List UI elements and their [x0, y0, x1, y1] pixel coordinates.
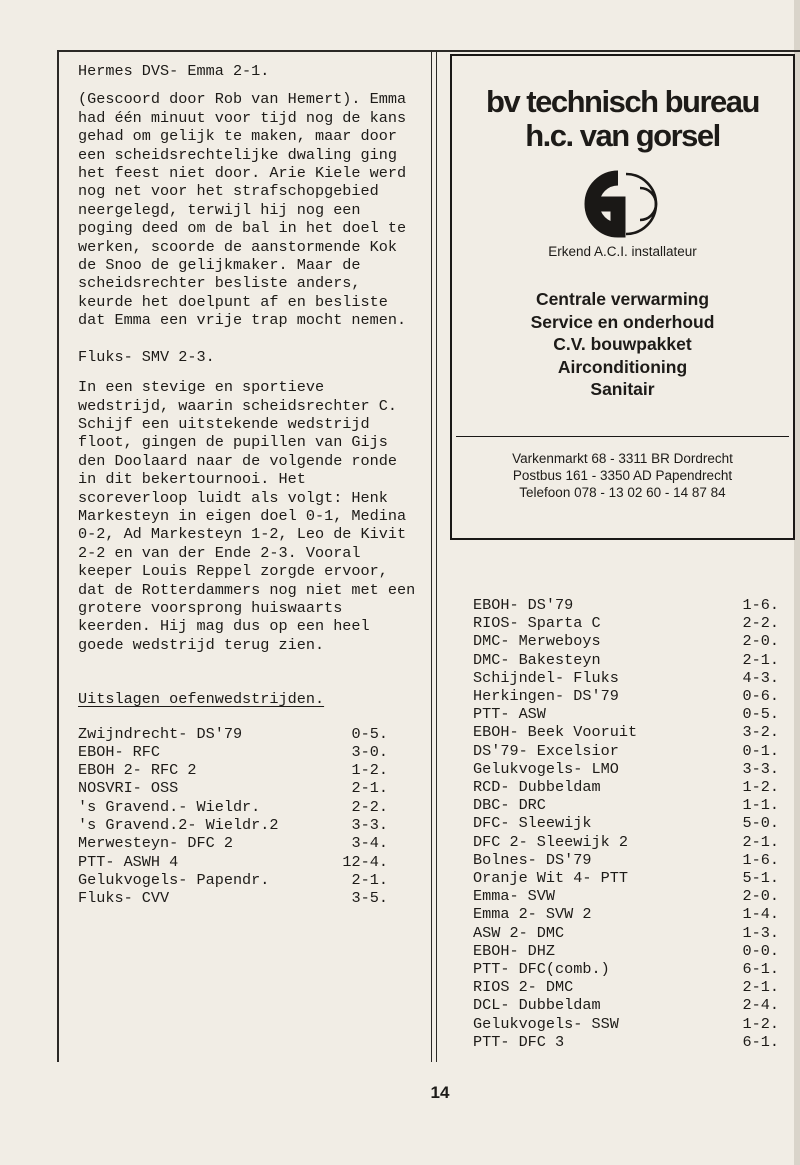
score-cell: 2-1. [742, 832, 779, 851]
score-cell: 3-0. [351, 742, 388, 761]
company-name-line2: h.c. van gorsel [525, 118, 720, 153]
match-cell: RIOS 2- DMC [473, 978, 574, 997]
match-cell: Gelukvogels- LMO [473, 759, 619, 778]
service-item: Centrale verwarming [535, 289, 710, 309]
score-cell: 3-3. [351, 816, 388, 835]
match-cell: Herkingen- DS'79 [473, 687, 619, 706]
table-row [473, 614, 779, 632]
table-row [473, 742, 779, 760]
match-cell: 's Gravend.2- Wieldr.2 [78, 816, 279, 835]
score-cell: 5-0. [742, 814, 779, 833]
match-cell: PTT- ASWH 4 [78, 852, 179, 871]
table-row [473, 778, 779, 796]
score-cell: 1-2. [351, 761, 388, 780]
match-cell: Gelukvogels- SSW [473, 1014, 619, 1033]
score-cell: 3-4. [351, 834, 388, 853]
match-cell: Merwesteyn- DFC 2 [78, 834, 233, 853]
table-row [473, 978, 779, 996]
column-divider-inner [436, 50, 437, 1062]
left-column [78, 62, 423, 908]
score-cell: 2-2. [742, 614, 779, 633]
service-item: Airconditioning [557, 356, 688, 377]
score-cell: 6-1. [742, 960, 779, 979]
results-heading: Uitslagen oefenwedstrijden. [78, 690, 325, 709]
match-cell: RCD- Dubbeldam [473, 778, 601, 797]
table-row [78, 871, 388, 889]
score-cell: 12-4. [342, 852, 388, 871]
table-row [473, 760, 779, 778]
score-cell: 3-2. [742, 723, 779, 742]
table-row [78, 779, 388, 797]
match-cell: Fluks- CVV [78, 889, 170, 908]
table-row [473, 632, 779, 650]
table-row [78, 834, 388, 852]
match-cell: DS'79- Excelsior [473, 741, 619, 760]
score-cell: 2-4. [742, 996, 779, 1015]
score-cell: 0-0. [742, 941, 779, 960]
report-text-fluks: In een stevige en sportieve wedstrijd, waarin scheidsrechter C. Schijf een uitstekende wedstrijd floot, gingen de pupillen van Gijs den Doolaard naar de volgende ronde in dit bekertournooi. Het scoreverloop luidt als volgt: Henk Markesteyn in eigen doel 0-1, Medina 0-2, Ad Markesteyn 1-2, Leo de Kivit 2-2 en van der Ende 2-3. Vooral keeper Louis Reppel zorgde ervoor, dat de Rotterdammers nog niet met een grotere voorsprong huiswaarts keerden. Hij mag dus op een heel goede wedstrijd terug zien. [78, 378, 416, 654]
table-row [473, 1033, 779, 1051]
table-row [473, 996, 779, 1014]
contact-phone: Telefoon 078 - 13 02 60 - 14 87 84 [519, 485, 726, 500]
table-row [78, 761, 388, 779]
score-cell: 2-0. [742, 632, 779, 651]
match-cell: EBOH- DHZ [473, 941, 556, 960]
table-row [78, 798, 388, 816]
table-row [473, 705, 779, 723]
services-list [452, 288, 793, 401]
table-row [473, 851, 779, 869]
service-item: Service en onderhoud [530, 311, 715, 332]
report-title-hermes: Hermes DVS- Emma 2-1. [78, 62, 270, 80]
score-cell: 1-6. [742, 850, 779, 869]
match-cell: NOSVRI- OSS [78, 779, 179, 798]
table-row [78, 853, 388, 871]
table-row [473, 833, 779, 851]
match-cell: DCL- Dubbeldam [473, 996, 601, 1015]
match-cell: EBOH 2- RFC 2 [78, 761, 197, 780]
table-row [473, 669, 779, 687]
match-cell: EBOH- Beek Vooruit [473, 723, 638, 742]
table-row [473, 1015, 779, 1033]
table-row [78, 816, 388, 834]
match-cell: Schijndel- Fluks [473, 668, 619, 687]
company-tagline: Erkend A.C.I. installateur [548, 244, 697, 259]
service-item: Sanitair [590, 379, 655, 399]
company-name-line1: bv technisch bureau [486, 84, 759, 119]
table-row [473, 924, 779, 942]
table-row [78, 889, 388, 907]
table-row [473, 596, 779, 614]
table-row [473, 814, 779, 832]
table-row [473, 796, 779, 814]
page-number: 14 [430, 1083, 450, 1102]
score-cell: 1-2. [742, 778, 779, 797]
ad-divider [456, 436, 789, 437]
table-row [473, 887, 779, 905]
match-cell: Emma 2- SVW 2 [473, 905, 592, 924]
score-cell: 0-6. [742, 687, 779, 706]
table-row [78, 743, 388, 761]
match-cell: Zwijndrecht- DS'79 [78, 724, 243, 743]
score-cell: 2-1. [742, 650, 779, 669]
results-table-right [473, 596, 779, 1051]
contact-postbus: Postbus 161 - 3350 AD Papendrecht [512, 468, 733, 483]
match-cell: DBC- DRC [473, 796, 546, 815]
match-cell: EBOH- DS'79 [473, 596, 574, 614]
score-cell: 6-1. [742, 1032, 779, 1051]
match-cell: PTT- DFC(comb.) [473, 960, 610, 979]
score-cell: 1-4. [742, 905, 779, 924]
match-cell: EBOH- RFC [78, 742, 161, 761]
contact-block [452, 450, 793, 501]
score-cell: 2-1. [742, 978, 779, 997]
report-text-hermes: (Gescoord door Rob van Hemert). Emma had één minuut voor tijd nog de kans gehad om gelijk te maken, maar door een scheidsrechtelijke dwaling ging het feest niet door. Arie Kiele werd nog net voor het strafschopgebied neergelegd, terwijl hij nog een poging deed om de bal in het doel te werken, scoorde de aanstormende Kok de Snoo de gelijkmaker. Maar de scheidsrechter besliste anders, keurde het doelpunt af en besliste dat Emma een vrije trap mocht nemen. [78, 90, 407, 330]
match-cell: DFC- Sleewijk [473, 814, 592, 833]
match-cell: RIOS- Sparta C [473, 614, 601, 633]
score-cell: 1-1. [742, 796, 779, 815]
advertisement-box [450, 54, 795, 540]
match-cell: Oranje Wit 4- PTT [473, 869, 628, 888]
match-cell: PTT- ASW [473, 705, 546, 724]
table-row [473, 942, 779, 960]
contact-address: Varkenmarkt 68 - 3311 BR Dordrecht [512, 451, 733, 466]
score-cell: 0-5. [351, 724, 388, 743]
results-table-left [78, 725, 388, 908]
score-cell: 1-6. [742, 596, 779, 614]
match-cell: Gelukvogels- Papendr. [78, 870, 270, 889]
score-cell: 5-1. [742, 869, 779, 888]
match-cell: ASW 2- DMC [473, 923, 565, 942]
table-row [473, 869, 779, 887]
table-row [473, 687, 779, 705]
gc-logo-icon [560, 164, 692, 244]
score-cell: 2-0. [742, 887, 779, 906]
table-row [473, 905, 779, 923]
match-cell: PTT- DFC 3 [473, 1032, 565, 1051]
table-row [78, 725, 388, 743]
report-title-fluks: Fluks- SMV 2-3. [78, 347, 215, 366]
score-cell: 2-1. [351, 870, 388, 889]
match-cell: DMC- Bakesteyn [473, 650, 601, 669]
match-cell: Emma- SVW [473, 887, 556, 906]
score-cell: 3-3. [742, 759, 779, 778]
score-cell: 4-3. [742, 668, 779, 687]
score-cell: 0-5. [742, 705, 779, 724]
score-cell: 1-2. [742, 1014, 779, 1033]
score-cell: 0-1. [742, 741, 779, 760]
score-cell: 2-2. [351, 797, 388, 816]
results-table-right-wrapper [473, 596, 779, 1051]
match-cell: DFC 2- Sleewijk 2 [473, 832, 628, 851]
match-cell: DMC- Merweboys [473, 632, 601, 651]
match-cell: Bolnes- DS'79 [473, 850, 592, 869]
column-divider [431, 50, 432, 1062]
table-row [473, 723, 779, 741]
score-cell: 3-5. [351, 889, 388, 908]
table-row [473, 960, 779, 978]
match-cell: 's Gravend.- Wieldr. [78, 797, 261, 816]
score-cell: 2-1. [351, 779, 388, 798]
service-item: C.V. bouwpakket [553, 334, 692, 354]
table-row [473, 651, 779, 669]
score-cell: 1-3. [742, 923, 779, 942]
